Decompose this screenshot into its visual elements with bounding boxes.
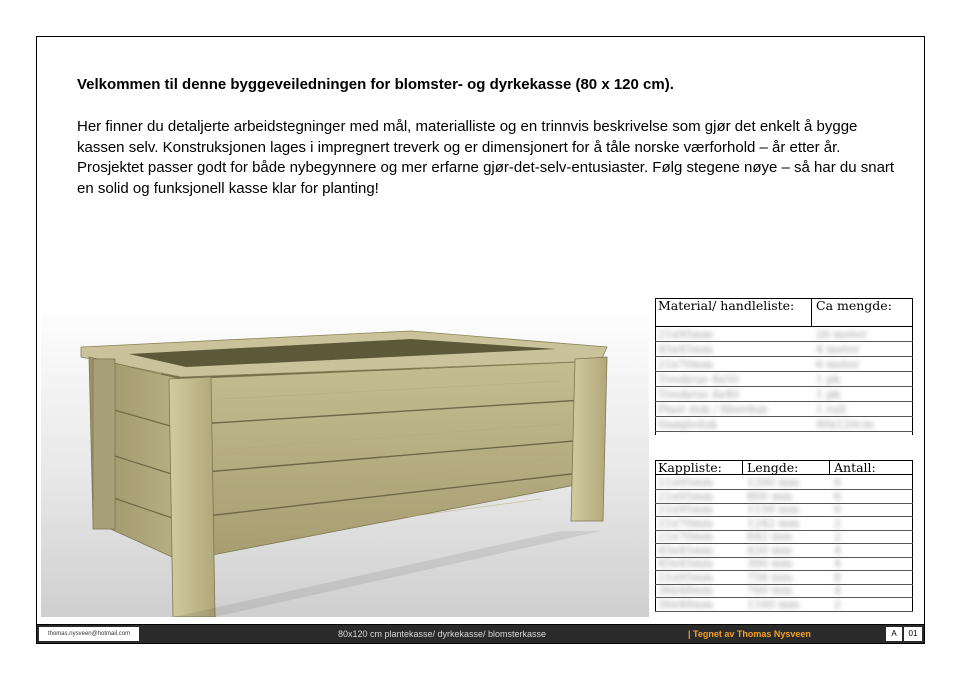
material-row: 45x45mm 4 meter [655, 342, 913, 357]
leg-front-right [571, 357, 607, 521]
cut-row: 21x95mm 758 mm 8 [655, 570, 913, 585]
author-email[interactable]: thomas.nysveen@hotmail.com [39, 627, 139, 641]
material-row: Treskrue 4x50 1 pk [655, 372, 913, 387]
cut-row: 21x95mm 1200 mm 6 [655, 475, 913, 490]
drawing-title: 80x120 cm plantekasse/ dyrkekasse/ blomsterkasse [337, 629, 547, 639]
leg-left-back [93, 359, 115, 529]
intro-paragraph-2: Prosjektet passer godt for både nybegynnere og mer erfarne gjør-det-selv-entusiaster. Følg stegene nøye – så har du snart en solid og funksjonell kasse klar for planting! [77, 159, 895, 197]
cut-row: 21x70mm 842 mm 2 [655, 529, 913, 544]
cut-list-table [655, 460, 913, 612]
cut-row: 21x95mm 800 mm 6 [655, 489, 913, 504]
cut-row: 36x48mm 1160 mm 2 [655, 597, 913, 612]
material-table [655, 298, 913, 436]
drawn-by: | Tegnet av Thomas Nysveen [688, 629, 811, 639]
page-number: 01 [904, 627, 922, 641]
material-row: Plast duk / fiberduk 1 rull [655, 402, 913, 417]
planter-box-render [41, 299, 649, 617]
cut-row: 21x95mm 1158 mm 6 [655, 502, 913, 517]
material-row: Treskrue 4x40 1 pk [655, 387, 913, 402]
drawing-sheet [36, 36, 925, 644]
amount-header: Ca mengde: [816, 298, 892, 313]
title-block-footer [37, 624, 924, 643]
page-heading: Velkommen til denne byggeveiledningen for blomster- og dyrkekasse (80 x 120 cm). [77, 76, 674, 93]
cut-row: 45x45mm 420 mm 4 [655, 543, 913, 558]
revision-box: A [886, 627, 902, 641]
intro-paragraph-1: Her finner du detaljerte arbeidstegninger med mål, materialliste og en trinnvis beskrivelse som gjør det enkelt å bygge kassen selv. Konstruksjonen lages i impregnert treverk og er dimensjonert for å tåle norske værforhold – år etter år. [77, 118, 858, 156]
material-row: 21x70mm 6 meter [655, 357, 913, 372]
material-row: Snøgleduk 80x120cm [655, 417, 913, 432]
material-header: Material/ handleliste: [658, 298, 795, 313]
cut-row: 45x45mm 300 mm 4 [655, 556, 913, 571]
leg-front-left [169, 377, 215, 617]
length-header: Lengde: [747, 460, 799, 475]
cut-header: Kappliste: [658, 460, 722, 475]
intro-text [77, 117, 897, 199]
count-header: Antall: [834, 460, 876, 475]
cut-row: 21x70mm 1242 mm 2 [655, 516, 913, 531]
cut-row: 36x48mm 760 mm 4 [655, 583, 913, 598]
material-row: 21x95mm 26 meter [655, 327, 913, 342]
